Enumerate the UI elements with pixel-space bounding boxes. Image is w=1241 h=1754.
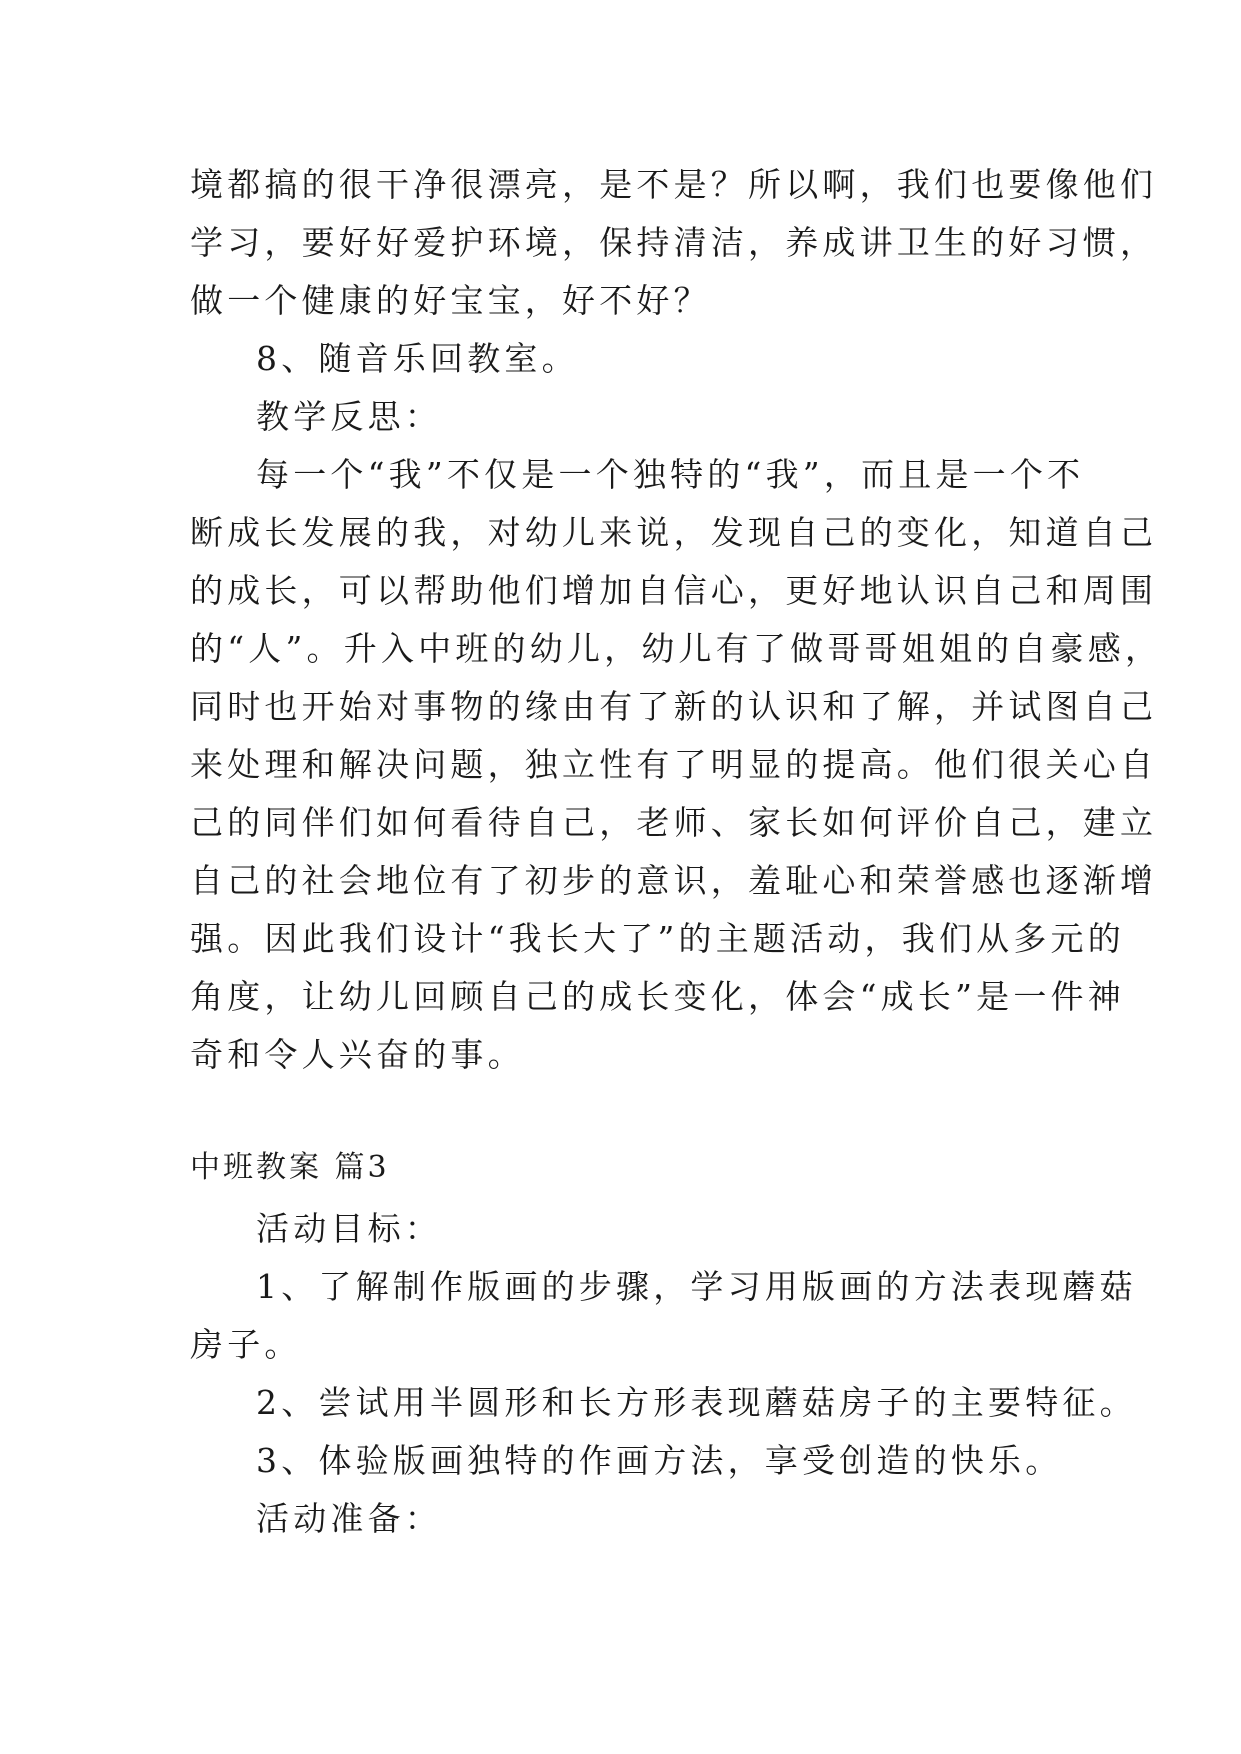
section-heading: 中班教案 篇3 [190,1150,390,1185]
paragraph-line: 来处理和解决问题，独立性有了明显的提高。他们很关心自 [190,745,1158,784]
paragraph-line: 强。因此我们设计“我长大了”的主题活动，我们从多元的 [190,919,1125,958]
paragraph-line: 自己的社会地位有了初步的意识，羞耻心和荣誉感也逐渐增 [190,861,1158,900]
paragraph-line: 每一个“我”不仅是一个独特的“我”，而且是一个不 [256,455,1085,494]
list-item: 3、体验版画独特的作画方法，享受创造的快乐。 [256,1441,1063,1480]
section-label: 教学反思： [256,397,442,436]
paragraph-line: 断成长发展的我，对幼儿来说，发现自己的变化，知道自己 [190,513,1158,552]
paragraph-line: 做一个健康的好宝宝，好不好？ [190,281,711,320]
list-item: 8、随音乐回教室。 [256,339,579,378]
paragraph-line: 己的同伴们如何看待自己，老师、家长如何评价自己，建立 [190,803,1158,842]
paragraph-line: 的成长，可以帮助他们增加自信心，更好地认识自己和周围 [190,571,1158,610]
paragraph-line: 境都搞的很干净很漂亮，是不是？所以啊，我们也要像他们 [190,165,1158,204]
section-label: 活动目标： [256,1209,442,1248]
paragraph-line: 同时也开始对事物的缘由有了新的认识和了解，并试图自己 [190,687,1158,726]
list-item: 1、了解制作版画的步骤，学习用版画的方法表现蘑菇 [256,1267,1137,1306]
section-label: 活动准备： [256,1499,442,1538]
list-item: 2、尝试用半圆形和长方形表现蘑菇房子的主要特征。 [256,1383,1137,1422]
paragraph-line: 的“人”。升入中班的幼儿，幼儿有了做哥哥姐姐的自豪感， [190,629,1163,668]
list-item-continuation: 房子。 [190,1325,302,1364]
paragraph-line: 角度，让幼儿回顾自己的成长变化，体会“成长”是一件神 [190,977,1125,1016]
paragraph-line: 奇和令人兴奋的事。 [190,1035,525,1074]
paragraph-line: 学习，要好好爱护环境，保持清洁，养成讲卫生的好习惯， [190,223,1158,262]
